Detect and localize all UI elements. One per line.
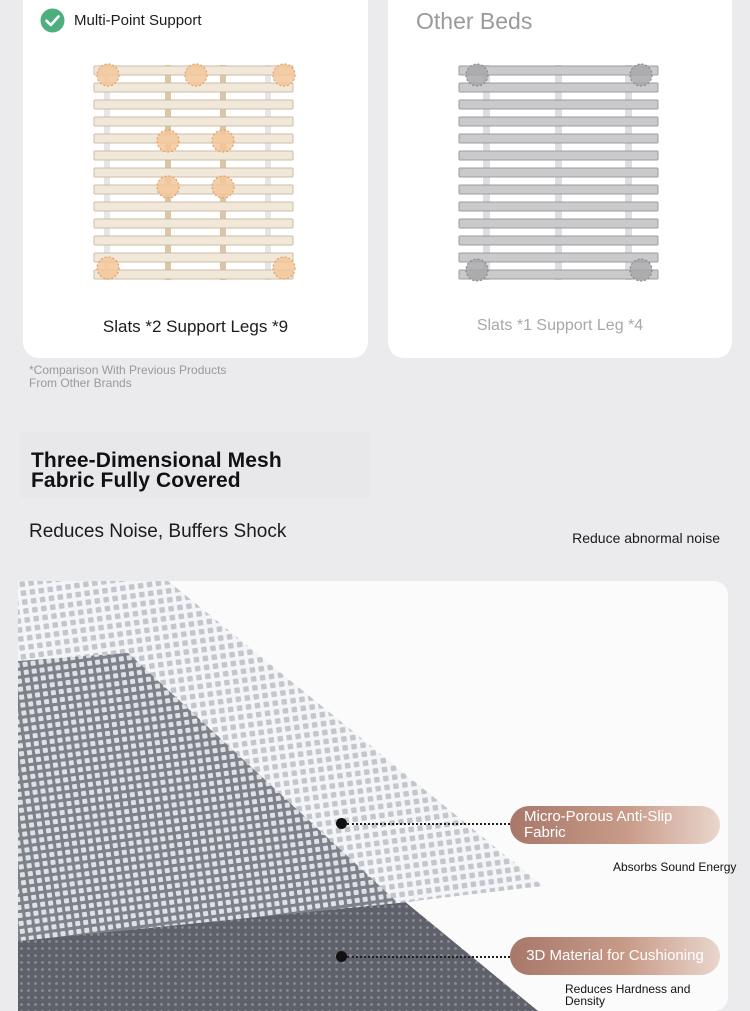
- callout-line-2: [347, 956, 510, 958]
- check-circle-icon: [40, 8, 65, 33]
- callout-line-1: [347, 823, 510, 825]
- other-beds-caption: Slats *1 Support Leg *4: [476, 317, 644, 334]
- callout-anti-slip-fabric: Micro-Porous Anti-Slip Fabric: [510, 806, 720, 844]
- callout-marker-2: [336, 951, 347, 962]
- mesh-section-title: Three-Dimensional Mesh Fabric Fully Covered: [31, 449, 282, 492]
- multi-point-label-row: [40, 8, 202, 33]
- callout-marker-1: [336, 818, 347, 829]
- wood-slat-caption: Slats *2 Support Legs *9: [102, 317, 289, 336]
- reduce-noise-note: Reduce abnormal noise: [572, 530, 720, 546]
- callout-anti-slip-caption: Absorbs Sound Energy: [613, 860, 737, 874]
- other-beds-title: Other Beds: [416, 8, 533, 34]
- comparison-footnote: *Comparison With Previous Products From Other Brands: [29, 363, 227, 390]
- mesh-section-subtitle: Reduces Noise, Buffers Shock: [29, 521, 287, 542]
- multi-point-label: Multi-Point Support: [74, 12, 202, 29]
- grey-slat-diagram: [455, 60, 665, 285]
- wood-slat-diagram: [90, 60, 300, 285]
- callout-3d-material-caption: Reduces Hardness and Density: [565, 982, 691, 1008]
- callout-3d-material: 3D Material for Cushioning: [510, 937, 720, 975]
